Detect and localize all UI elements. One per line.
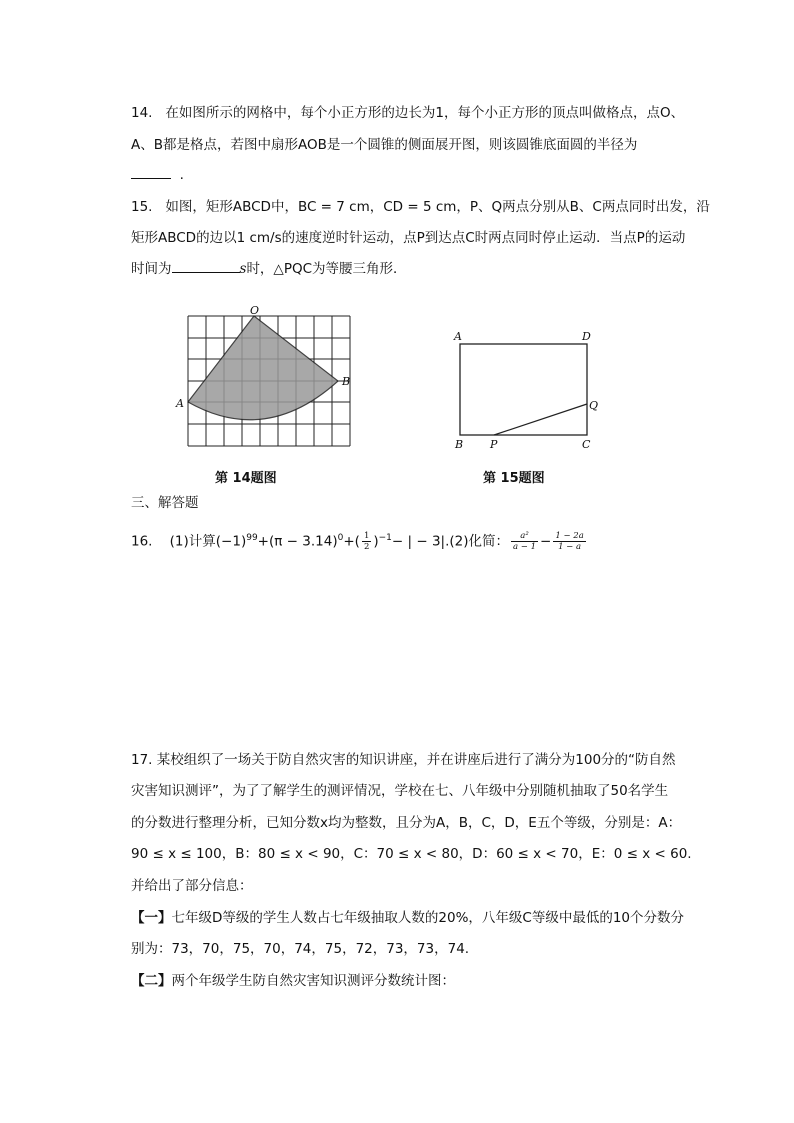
q14-text-1: 在如图所示的网格中，每个小正方形的边长为1，每个小正方形的顶点叫做格点，点O、 <box>165 105 685 121</box>
fig15-label-c: C <box>582 438 591 451</box>
q16-part1-end: − | − 3|. <box>391 533 450 550</box>
q16-number: 16. <box>131 533 153 550</box>
q17-info-1-text: 七年级D等级的学生人数占七年级抽取人数的20%，八年级C等级中最低的10个分数分 <box>171 910 685 926</box>
q17-line-2: 灾害知识测评”，为了了解学生的测评情况，学校在七、八年级中分别随机抽取了50名学生 <box>131 783 669 799</box>
fig15-label-a: A <box>454 330 462 343</box>
q15-line-3 <box>131 260 407 278</box>
fig15-segment-pq <box>494 404 587 435</box>
fig15-rectangle <box>460 344 587 435</box>
q17-line-3: 的分数进行整理分析，已知分数x均为整数，且分为A，B，C，D，E五个等级，分别是：A： <box>131 815 682 831</box>
section-3-title: 三、解答题 <box>131 495 199 511</box>
q16-fraction-2 <box>553 531 585 552</box>
q14-line-1 <box>131 104 684 122</box>
q16-part2-pre: (2)化简： <box>449 533 510 550</box>
q14-line-3 <box>131 166 184 184</box>
q16-f1-den: a − 1 <box>513 542 537 552</box>
q16-part1-pre: (1)计算(−1) <box>169 533 247 550</box>
q14-line-2 <box>131 136 637 154</box>
q16-f1-num: a² <box>511 531 538 542</box>
q16-half-num: 1 <box>363 531 370 541</box>
fig15-label-p: P <box>490 438 498 451</box>
q17-info-1-line-1 <box>131 909 684 927</box>
q15-line-2 <box>131 229 685 247</box>
q17-info-2-tag: 【二】 <box>131 973 172 989</box>
q17-line-5: 并给出了部分信息： <box>131 878 253 894</box>
q15-text-3-pre: 时间为 <box>131 261 172 277</box>
fig14-label-b: B <box>342 375 351 388</box>
q16-exp-0: 0 <box>337 533 344 543</box>
q16-line <box>131 527 588 553</box>
q14-number: 14. <box>131 105 153 121</box>
q17-line-4: 90 ≤ x ≤ 100，B：80 ≤ x < 90，C：70 ≤ x < 80，D：60 ≤ x < 70，E：0 ≤ x < 60. <box>131 846 692 862</box>
q15-text-2: 矩形ABCD的边以1 cm/s的速度逆时针运动，点P到达点C时两点同时停止运动．当点P的运动 <box>131 230 686 246</box>
q16-exp-99: 99 <box>246 533 258 543</box>
q17-info-1-line-2: 别为：73，70，75，70，74，75，72，73，73，74. <box>131 941 470 957</box>
fig14-label-o: O <box>250 304 260 317</box>
fig15-label-q: Q <box>589 399 599 412</box>
q15-unit: s <box>239 261 247 277</box>
q14-answer-blank[interactable] <box>131 166 171 179</box>
fig14-caption: 第 14题图 <box>215 471 277 486</box>
q15-text-1: 如图，矩形ABCD中，BC = 7 cm，CD = 5 cm，P、Q两点分别从B、C两点同时出发，沿 <box>165 199 710 215</box>
q16-half-den: 2 <box>363 542 370 552</box>
q14-text-2: A、B都是格点，若图中扇形AOB是一个圆锥的侧面展开图，则该圆锥底面圆的半径为 <box>131 137 638 153</box>
fig15-label-b: B <box>455 438 464 451</box>
q16-exp-neg1: −1 <box>378 533 392 543</box>
q17-line-1: 17. 某校组织了一场关于防自然灾害的知识讲座，并在讲座后进行了满分为100分的“防自然 <box>131 752 676 768</box>
q17-info-2-text: 两个年级学生防自然灾害知识测评分数统计图： <box>171 973 455 989</box>
q16-fraction-1 <box>511 531 538 552</box>
fig15-caption: 第 15题图 <box>483 471 545 486</box>
q15-number: 15. <box>131 199 153 215</box>
q16-half-fraction <box>362 531 371 552</box>
q16-minus: − <box>540 533 552 550</box>
q16-part1-mid3: ) <box>373 533 379 550</box>
fig15-label-d: D <box>582 330 591 343</box>
q16-f2-num: 1 − 2a <box>555 531 584 541</box>
q17-info-2 <box>131 972 455 990</box>
fig14-label-a: A <box>176 397 184 410</box>
figure-15 <box>450 326 610 456</box>
q16-part1-mid1: +(π − 3.14) <box>257 533 338 550</box>
q15-answer-blank[interactable] <box>172 260 240 273</box>
q17-info-1-tag: 【一】 <box>131 910 172 926</box>
q15-text-3-post: 时，△PQC为等腰三角形． <box>246 261 407 277</box>
fig14-sector <box>188 316 338 420</box>
q15-line-1 <box>131 198 710 216</box>
q16-part1-mid2: +( <box>343 533 360 550</box>
q16-f2-den: 1 − a <box>558 542 582 552</box>
q14-period: . <box>179 167 184 183</box>
figure-14 <box>172 304 362 454</box>
